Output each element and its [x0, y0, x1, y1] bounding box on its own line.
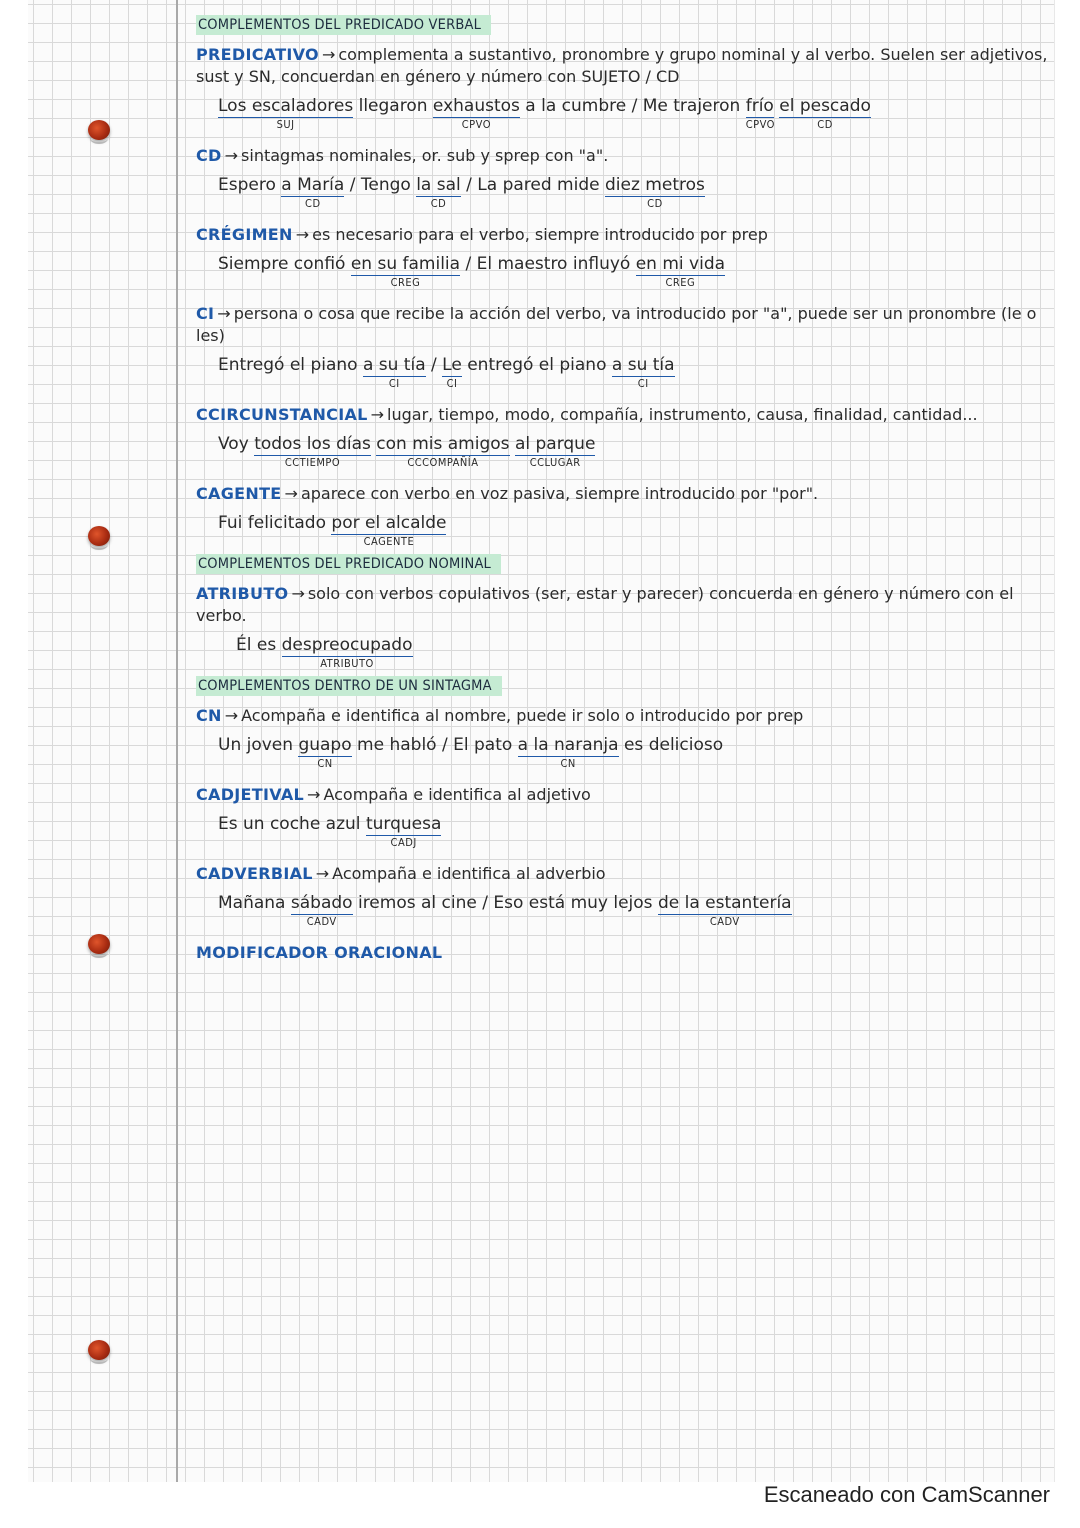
- definition-modificador-oracional: [196, 942, 1056, 964]
- definition-cd: [196, 145, 1056, 167]
- arrow-icon: →: [291, 584, 305, 603]
- arrow-icon: →: [217, 304, 231, 323]
- example-cregimen: [218, 252, 1056, 289]
- example-cn: [218, 733, 1056, 770]
- underlined-phrase: a su tía CI: [362, 355, 426, 390]
- underlined-phrase: en su familia CREG: [350, 254, 461, 289]
- example-circunstancial: [218, 432, 1056, 469]
- binder-hole: [88, 1340, 110, 1360]
- notes-content: [196, 14, 1056, 964]
- arrow-icon: →: [224, 146, 239, 165]
- example-text: Fui felicitado: [218, 513, 326, 533]
- definition-ci: [196, 303, 1056, 347]
- definition-text: es necesario para el verbo, siempre introducido por prep: [312, 225, 768, 244]
- example-text: Un joven: [218, 735, 294, 755]
- phrase-label: CN: [560, 757, 576, 770]
- heading-predicado-verbal: COMPLEMENTOS DEL PREDICADO VERBAL: [196, 15, 491, 35]
- example-text: iremos al cine / Eso está muy lejos: [357, 893, 653, 913]
- underlined-phrase: en mi vida CREG: [635, 254, 726, 289]
- term-circunstancial: CCIRCUNSTANCIAL: [196, 405, 368, 424]
- arrow-icon: →: [295, 225, 310, 244]
- phrase-label: CN: [317, 757, 333, 770]
- phrase-label: CI: [446, 377, 458, 390]
- definition-cagente: [196, 483, 1056, 505]
- phrase-label: CADV: [306, 915, 337, 928]
- example-cagente: [218, 511, 1056, 548]
- example-cadverbial: [218, 891, 1056, 928]
- phrase-label: CADV: [709, 915, 740, 928]
- example-cadjetival: [218, 812, 1056, 849]
- term-cadjetival: CADJETIVAL: [196, 785, 305, 804]
- phrase-label: CADJ: [390, 836, 417, 849]
- phrase-label: CCCOMPAÑÍA: [407, 456, 479, 469]
- underlined-phrase: a María CD: [281, 175, 345, 210]
- heading-dentro-sintagma: COMPLEMENTOS DENTRO DE UN SINTAGMA: [196, 676, 502, 696]
- definition-cregimen: [196, 224, 1056, 246]
- example-text: Él es: [236, 635, 277, 655]
- arrow-icon: →: [370, 405, 385, 424]
- definition-circunstancial: [196, 404, 1056, 426]
- example-text: Mañana: [218, 893, 286, 913]
- term-predicativo: PREDICATIVO: [196, 45, 319, 64]
- underlined-phrase: la sal CD: [416, 175, 461, 210]
- definition-text: solo con verbos copulativos (ser, estar y parecer) concuerda en género y número con el verbo.: [196, 584, 1014, 625]
- binder-hole: [88, 526, 110, 546]
- term-cadverbial: CADVERBIAL: [196, 864, 313, 883]
- definition-text: complementa a sustantivo, pronombre y grupo nominal y al verbo. Suelen ser adjetivos, sust y SN, concuerdan en género y número con SUJETO / CD: [196, 45, 1048, 86]
- margin-line: [176, 0, 178, 1482]
- example-cd: [218, 173, 1056, 210]
- example-text: / El maestro influyó: [465, 254, 631, 274]
- phrase-label: CPVO: [745, 118, 775, 131]
- underlined-phrase: Los escaladores SUJ: [218, 96, 354, 131]
- underlined-phrase: frío CPVO: [745, 96, 775, 131]
- example-text: me habló / El pato: [357, 735, 513, 755]
- definition-cn: [196, 705, 1056, 727]
- underlined-phrase: turquesa CADJ: [365, 814, 442, 849]
- definition-predicativo: [196, 44, 1056, 88]
- phrase-label: CPVO: [461, 118, 492, 131]
- term-cn: CN: [196, 706, 222, 725]
- phrase-label: CREG: [665, 276, 696, 289]
- example-text: Entregó el piano: [218, 355, 358, 375]
- notebook-page: [28, 0, 1055, 1482]
- arrow-icon: →: [307, 785, 321, 804]
- definition-text: persona o cosa que recibe la acción del verbo, va introducido por "a", puede ser un pronombre (le o les): [196, 304, 1037, 345]
- example-text: Siempre confió: [218, 254, 346, 274]
- example-text: llegaron: [358, 96, 428, 116]
- binder-hole: [88, 934, 110, 954]
- underlined-phrase: sábado CADV: [290, 893, 353, 928]
- term-ci: CI: [196, 304, 215, 323]
- underlined-phrase: por el alcalde CAGENTE: [331, 513, 447, 548]
- example-text: a la cumbre / Me trajeron: [525, 96, 741, 116]
- example-text: /: [431, 355, 437, 375]
- example-text: Voy: [218, 434, 249, 454]
- definition-text: Acompaña e identifica al nombre, puede ir solo o introducido por prep: [241, 706, 804, 725]
- underlined-phrase: despreocupado ATRIBUTO: [281, 635, 413, 670]
- term-modificador-oracional: MODIFICADOR ORACIONAL: [196, 943, 443, 962]
- phrase-label: CD: [647, 197, 663, 210]
- example-text: Espero: [218, 175, 276, 195]
- example-text: entregó el piano: [467, 355, 607, 375]
- underlined-phrase: con mis amigos CCCOMPAÑÍA: [376, 434, 510, 469]
- term-cregimen: CRÉGIMEN: [196, 225, 293, 244]
- phrase-label: CAGENTE: [363, 535, 415, 548]
- arrow-icon: →: [315, 864, 330, 883]
- example-text: / La pared mide: [466, 175, 600, 195]
- phrase-label: CCTIEMPO: [284, 456, 341, 469]
- phrase-label: CD: [305, 197, 321, 210]
- underlined-phrase: diez metros CD: [605, 175, 705, 210]
- definition-atributo: [196, 583, 1056, 627]
- term-atributo: ATRIBUTO: [196, 584, 289, 603]
- term-cd: CD: [196, 146, 222, 165]
- example-atributo: [236, 633, 1056, 670]
- phrase-label: ATRIBUTO: [320, 657, 374, 670]
- arrow-icon: →: [224, 706, 239, 725]
- underlined-phrase: todos los días CCTIEMPO: [254, 434, 371, 469]
- underlined-phrase: Le CI: [442, 355, 462, 390]
- phrase-label: CI: [637, 377, 649, 390]
- example-ci: [218, 353, 1056, 390]
- phrase-label: CD: [817, 118, 833, 131]
- underlined-phrase: a su tía CI: [611, 355, 675, 390]
- underlined-phrase: guapo CN: [298, 735, 352, 770]
- example-text: es delicioso: [623, 735, 724, 755]
- underlined-phrase: a la naranja CN: [517, 735, 619, 770]
- phrase-label: SUJ: [276, 118, 295, 131]
- term-cagente: CAGENTE: [196, 484, 282, 503]
- definition-text: aparece con verbo en voz pasiva, siempre introducido por "por".: [300, 484, 819, 503]
- example-text: Es un coche azul: [218, 814, 361, 834]
- underlined-phrase: al parque CCLUGAR: [514, 434, 596, 469]
- underlined-phrase: exhaustos CPVO: [432, 96, 520, 131]
- example-predicativo: [218, 94, 1056, 131]
- binder-hole: [88, 120, 110, 140]
- heading-predicado-nominal: COMPLEMENTOS DEL PREDICADO NOMINAL: [196, 554, 501, 574]
- phrase-label: CREG: [390, 276, 421, 289]
- scanner-watermark: Escaneado con CamScanner: [763, 1482, 1050, 1507]
- phrase-label: CCLUGAR: [529, 456, 581, 469]
- arrow-icon: →: [321, 45, 336, 64]
- definition-cadjetival: [196, 784, 1056, 806]
- definition-text: Acompaña e identifica al adjetivo: [323, 785, 591, 804]
- definition-text: sintagmas nominales, or. sub y sprep con "a".: [241, 146, 609, 165]
- phrase-label: CD: [430, 197, 447, 210]
- arrow-icon: →: [284, 484, 298, 503]
- underlined-phrase: el pescado CD: [779, 96, 871, 131]
- definition-text: lugar, tiempo, modo, compañía, instrumento, causa, finalidad, cantidad...: [387, 405, 978, 424]
- definition-text: Acompaña e identifica al adverbio: [332, 864, 606, 883]
- definition-cadverbial: [196, 863, 1056, 885]
- phrase-label: CI: [388, 377, 400, 390]
- underlined-phrase: de la estantería CADV: [657, 893, 792, 928]
- example-text: / Tengo: [349, 175, 411, 195]
